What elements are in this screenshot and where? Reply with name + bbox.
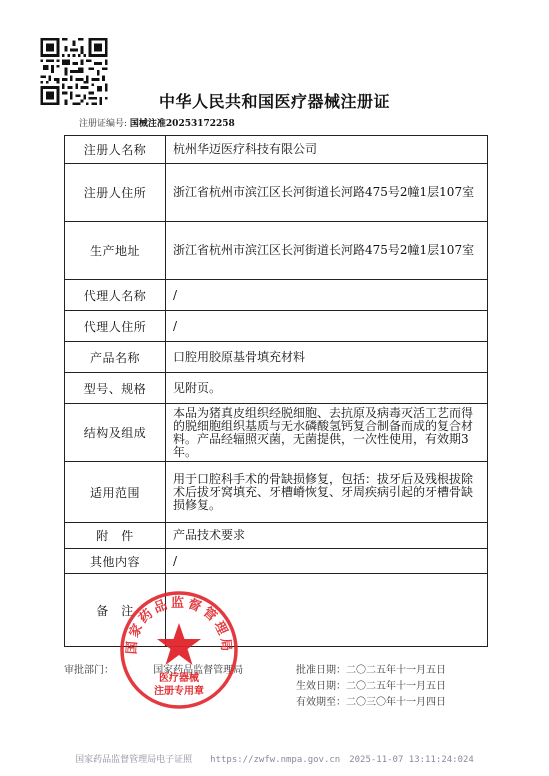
star-icon bbox=[157, 623, 201, 665]
table-row bbox=[65, 373, 488, 404]
approval-dept-value: 国家药品监督管理局 bbox=[153, 665, 244, 676]
date-label: 批准日期： bbox=[296, 665, 346, 676]
row-label: 型号、规格 bbox=[65, 373, 166, 404]
e-license-footer: 国家药品监督管理局电子证照 https://zwfw.nmpa.gov.cn 2025-11-07 13:11:24:024 bbox=[75, 755, 474, 765]
row-label: 注册人住所 bbox=[65, 164, 166, 222]
row-label: 适用范围 bbox=[65, 462, 166, 523]
table-row bbox=[65, 549, 488, 574]
approval-dept-label: 审批部门： bbox=[64, 665, 114, 676]
row-label: 代理人名称 bbox=[65, 280, 166, 311]
row-label: 结构及组成 bbox=[65, 404, 166, 462]
row-label: 生产地址 bbox=[65, 222, 166, 280]
row-label: 备 注 bbox=[65, 574, 166, 647]
table-row bbox=[65, 404, 488, 462]
row-value: 产品技术要求 bbox=[166, 523, 488, 549]
row-value: 本品为猪真皮组织经脱细胞、去抗原及病毒灭活工艺而得的脱细胞组织基质与无水磷酸氢钙复合制备而成的复合材料。产品经辐照灭菌，无菌提供，一次性使用，有效期3年。 bbox=[166, 404, 488, 462]
row-label: 注册人名称 bbox=[65, 136, 166, 164]
table-row bbox=[65, 222, 488, 280]
cert-number-value: 国械注准20253172258 bbox=[129, 119, 235, 129]
row-label: 产品名称 bbox=[65, 342, 166, 373]
expiry-date bbox=[296, 693, 446, 708]
date-value: 二〇三〇年十一月四日 bbox=[346, 697, 446, 708]
row-value: / bbox=[166, 280, 488, 311]
date-value: 二〇二五年十一月五日 bbox=[346, 665, 446, 676]
row-value: 浙江省杭州市滨江区长河街道长河路475号2幢1层107室 bbox=[166, 164, 488, 222]
effective-date bbox=[296, 677, 446, 692]
table-row bbox=[65, 311, 488, 342]
row-value: 杭州华迈医疗科技有限公司 bbox=[166, 136, 488, 164]
document-title: 中华人民共和国医疗器械注册证 bbox=[158, 92, 390, 111]
table-row bbox=[65, 523, 488, 549]
row-value: 浙江省杭州市滨江区长河街道长河路475号2幢1层107室 bbox=[166, 222, 488, 280]
row-label: 其他内容 bbox=[65, 549, 166, 574]
cert-number-label: 注册证编号: bbox=[79, 119, 128, 129]
cert-number bbox=[79, 116, 235, 129]
row-value: / bbox=[166, 311, 488, 342]
date-value: 二〇二五年十一月五日 bbox=[346, 681, 446, 692]
approval-date bbox=[296, 661, 446, 676]
seal-center-line1: 医疗器械 bbox=[159, 673, 199, 684]
row-value: 用于口腔科手术的骨缺损修复，包括：拔牙后及残根拔除术后拔牙窝填充、牙槽嵴恢复、牙周疾病引起的牙槽骨缺损修复。 bbox=[166, 462, 488, 523]
row-value: / bbox=[166, 549, 488, 574]
date-label: 生效日期： bbox=[296, 681, 346, 692]
table-row bbox=[65, 164, 488, 222]
table-row bbox=[65, 136, 488, 164]
seal-ring-text: 国家药品监督管理局 bbox=[124, 595, 234, 655]
registration-table bbox=[64, 135, 488, 647]
row-label: 代理人住所 bbox=[65, 311, 166, 342]
table-row bbox=[65, 342, 488, 373]
official-seal bbox=[118, 589, 240, 711]
row-value: 口腔用胶原基骨填充材料 bbox=[166, 342, 488, 373]
table-row bbox=[65, 280, 488, 311]
seal-center-line2: 注册专用章 bbox=[154, 686, 204, 697]
date-label: 有效期至： bbox=[296, 697, 346, 708]
row-value: 见附页。 bbox=[166, 373, 488, 404]
row-label: 附 件 bbox=[65, 523, 166, 549]
table-row bbox=[65, 462, 488, 523]
